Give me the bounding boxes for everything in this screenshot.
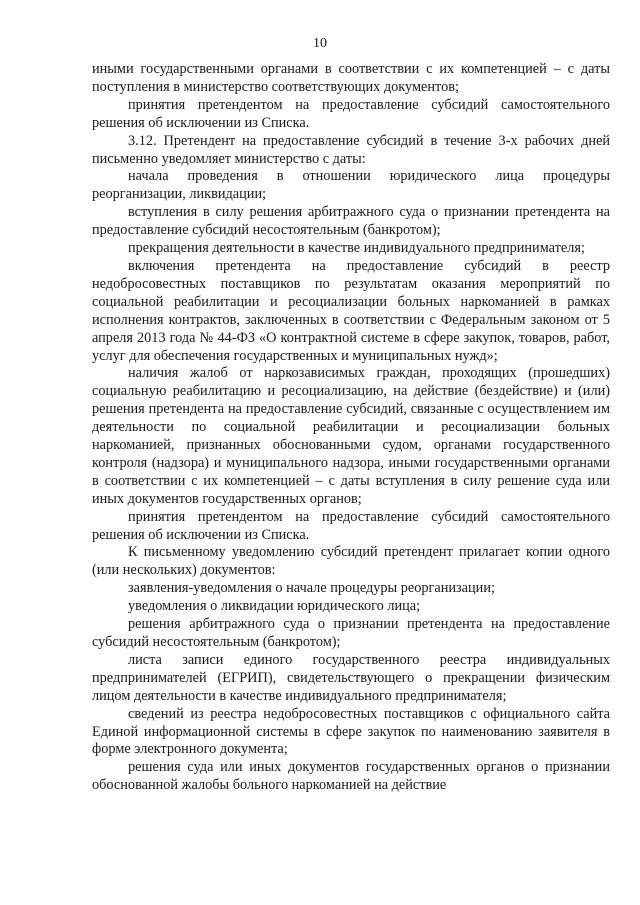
- paragraph-11: заявления-уведомления о начале процедуры реорганизации;: [128, 580, 495, 597]
- paragraph-16: решения суда или иных документов государственных органов о признании обоснованной жалобы больного наркоманией на действие: [92, 759, 610, 794]
- paragraph-7: включения претендента на предоставление субсидий в реестр недобросовестных поставщиков по результатам оказания мероприятий по социальной реабилитации и ресоциализации больных наркоманией в рамках исполнения контрактов, заключенных в соответствии с Федеральным законом от 5 апреля 2013 года № 44-ФЗ «О контрактной системе в сфере закупок, товаров, работ, услуг для обеспечения государственных и муниципальных нужд»;: [92, 257, 610, 364]
- paragraph-4: начала проведения в отношении юридического лица процедуры реорганизации, ликвидации;: [92, 168, 610, 203]
- paragraph-12: уведомления о ликвидации юридического лица;: [128, 598, 421, 615]
- document-body: [92, 61, 610, 795]
- paragraph-10: К письменному уведомлению субсидий претендент прилагает копии одного (или нескольких) документов:: [92, 544, 610, 579]
- paragraph-1: иными государственными органами в соответствии с их компетенцией – с даты поступления в министерство соответствующих документов;: [92, 61, 610, 95]
- paragraph-13: решения арбитражного суда о признании претендента на предоставление субсидий несостоятельным (банкротом);: [92, 616, 610, 650]
- paragraph-15: сведений из реестра недобросовестных поставщиков с официального сайта Единой информационной системы в сфере закупок по наименованию заявителя в форме электронного документа;: [92, 705, 610, 758]
- paragraph-5: вступления в силу решения арбитражного суда о признании претендента на предоставление субсидий несостоятельным (банкротом);: [92, 204, 610, 239]
- paragraph-6: прекращения деятельности в качестве индивидуального предпринимателя;: [128, 240, 585, 257]
- paragraph-14: листа записи единого государственного реестра индивидуальных предпринимателей (ЕГРИП), свидетельствующего о прекращении физическим лицом деятельности в качестве индивидуального предпринимателя;: [92, 651, 610, 704]
- paragraph-8: наличия жалоб от наркозависимых граждан, проходящих (прошедших) социальную реабилитацию и ресоциализацию, на действие (бездействие) и (или) решения претендента на предоставление субсидий, связанные с осуществлением им деятельности по социальной реабилитации и ресоциализации больных наркоманией, признанных обоснованными судом, органами государственного контроля (надзора) и муниципального надзора, иными государственными органами в соответствии с их компетенцией – с даты вступления в силу решение суда или иных документов государственных органов;: [92, 365, 610, 507]
- paragraph-3: 3.12. Претендент на предоставление субсидий в течение 3-х рабочих дней письменно уведомляет министерство с даты:: [92, 132, 610, 167]
- paragraph-2: принятия претендентом на предоставление субсидий самостоятельного решения об исключении из Списка.: [92, 96, 610, 131]
- page-number: 10: [313, 36, 327, 51]
- paragraph-9: принятия претендентом на предоставление субсидий самостоятельного решения об исключении из Списка.: [92, 508, 610, 543]
